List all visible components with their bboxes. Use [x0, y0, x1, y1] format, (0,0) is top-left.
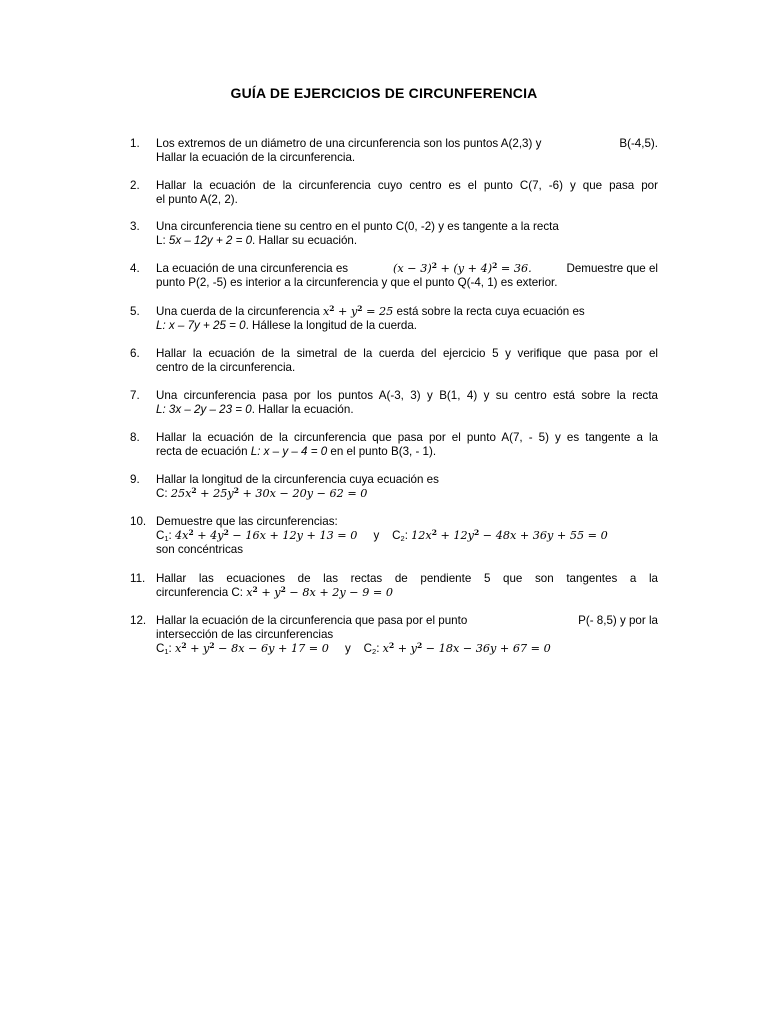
circle-equation: $(x - 3)^2 + (y + 4)^2 = 36$.	[393, 261, 532, 275]
exercise-number: 8.	[130, 431, 140, 444]
exercise-text: punto P(2, -5) es interior a la circunferencia y que el punto Q(-4, 1) es exterior.	[156, 276, 558, 289]
exercise-text: . Hállese la longitud de la cuerda.	[245, 319, 418, 332]
exercise-number: 12.	[130, 614, 147, 627]
line-label: L:	[156, 234, 169, 247]
exercise-text: Hallar la ecuación de la circunferencia.	[156, 151, 356, 164]
exercise-number: 5.	[130, 305, 140, 318]
exercise-number: 10.	[130, 515, 147, 528]
circle-equation: $x^2 + y^2 = 25$	[322, 304, 394, 318]
line-equation: L: 3x – 2y – 23 = 0	[156, 403, 252, 416]
exercise-text: Hallar la ecuación de la circunferencia que pasa por el punto	[156, 614, 468, 627]
circle-equation: $x^2 + y^2 - 18x - 36y + 67 = 0$	[382, 641, 551, 655]
exercise-text: Hallar la longitud de la circunferencia cuya ecuación es	[156, 473, 439, 486]
line-equation: 5x – 12y + 2 = 0	[168, 234, 253, 247]
exercise-number: 1.	[130, 137, 140, 150]
conjunction: y	[373, 529, 380, 542]
exercise-text: Una cuerda de la circunferencia	[156, 305, 320, 318]
exercise-text: Hallar las ecuaciones de las rectas de pendiente 5 que son tangentes a la	[156, 572, 658, 585]
circle-label: C	[363, 642, 373, 655]
exercise-text: el punto A(2, 2).	[156, 193, 238, 206]
circle-label: C	[156, 529, 165, 542]
exercise-number: 3.	[130, 220, 140, 233]
exercise-text: circunferencia C:	[156, 586, 243, 599]
exercise-text: B(-4,5).	[619, 137, 658, 150]
exercise-text: Los extremos de un diámetro de una circunferencia son los puntos A(2,3) y	[156, 137, 542, 150]
circle-subscript: 1	[164, 647, 169, 656]
circle-equation: $25x^2 + 25y^2 + 30x - 20y - 62 = 0$	[170, 486, 368, 500]
conjunction: y	[344, 642, 351, 655]
exercise-number: 11.	[130, 572, 146, 585]
exercise-text: intersección de las circunferencias	[156, 628, 334, 641]
circle-label: C	[156, 642, 165, 655]
circle-label: C:	[156, 487, 168, 500]
exercise-text: recta de ecuación	[156, 445, 248, 458]
exercise-text: en el punto B(3, - 1).	[330, 445, 437, 458]
exercise-text: Demuestre que las circunferencias:	[156, 515, 338, 528]
exercise-text: . Hallar la ecuación.	[251, 403, 354, 416]
exercise-text: está sobre la recta cuya ecuación es	[396, 305, 585, 318]
exercise-text: . Hallar su ecuación.	[252, 234, 358, 247]
exercise-text: centro de la circunferencia.	[156, 361, 296, 374]
circle-label: C	[392, 529, 401, 542]
exercise-text: Hallar la ecuación de la circunferencia que pasa por el punto A(7, - 5) y es tangente a la	[156, 431, 658, 444]
circle-equation: $x^2 + y^2 - 8x + 2y - 9 = 0$	[246, 585, 393, 599]
page-title: GUÍA DE EJERCICIOS DE CIRCUNFERENCIA	[230, 85, 538, 101]
circle-subscript: 2	[372, 647, 377, 656]
exercise-number: 7.	[130, 389, 140, 402]
circle-subscript: 2	[400, 534, 405, 543]
exercise-text: Una circunferencia pasa por los puntos A(-3, 3) y B(1, 4) y su centro está sobre la recta	[156, 389, 658, 402]
circle-equation: $x^2 + y^2 - 8x - 6y + 17 = 0$	[175, 641, 329, 655]
exercise-number: 9.	[130, 473, 140, 486]
exercise-text: Demuestre que el	[566, 262, 658, 275]
line-equation: L: x – 7y + 25 = 0	[156, 319, 246, 332]
exercise-text: P(- 8,5) y por la	[578, 614, 658, 627]
exercise-text: Hallar la ecuación de la simetral de la cuerda del ejercicio 5 y verifique que pasa por el	[156, 347, 658, 360]
circle-subscript: 1	[164, 534, 169, 543]
exercise-number: 4.	[130, 262, 140, 275]
exercise-text: La ecuación de una circunferencia es	[156, 262, 349, 275]
exercise-number: 6.	[130, 347, 140, 360]
circle-equation: $4x^2 + 4y^2 - 16x + 12y + 13 = 0$	[175, 528, 358, 542]
exercise-text: son concéntricas	[156, 543, 243, 556]
circle-equation: $12x^2 + 12y^2 - 48x + 36y + 55 = 0$	[411, 528, 608, 542]
exercise-number: 2.	[130, 179, 140, 192]
exercise-text: Una circunferencia tiene su centro en el punto C(0, -2) y es tangente a la recta	[156, 220, 559, 233]
line-equation: L: x – y – 4 = 0	[250, 445, 328, 458]
exercise-text: Hallar la ecuación de la circunferencia cuyo centro es el punto C(7, -6) y que pasa por	[156, 179, 658, 192]
